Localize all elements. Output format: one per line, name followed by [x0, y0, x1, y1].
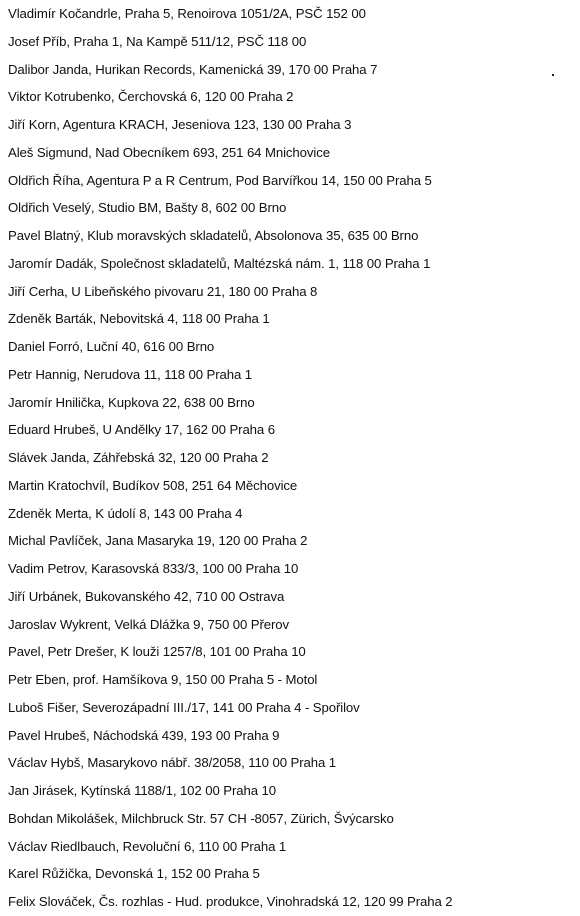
address-entry: Jaromír Hnilička, Kupkova 22, 638 00 Brno	[8, 394, 255, 410]
address-entry: Václav Hybš, Masarykovo nábř. 38/2058, 110 00 Praha 1	[8, 755, 336, 771]
address-entry: Viktor Kotrubenko, Čerchovská 6, 120 00 Praha 2	[8, 89, 294, 105]
scan-speck	[552, 74, 554, 76]
address-entry: Martin Kratochvíl, Budíkov 508, 251 64 Měchovice	[8, 477, 298, 493]
address-entry: Jaroslav Wykrent, Velká Dlážka 9, 750 00 Přerov	[8, 616, 290, 632]
address-entry: Petr Eben, prof. Hamšíkova 9, 150 00 Praha 5 - Motol	[8, 672, 318, 687]
address-entry: Vadim Petrov, Karasovská 833/3, 100 00 Praha 10	[8, 561, 299, 576]
address-entry: Jiří Korn, Agentura KRACH, Jeseniova 123, 130 00 Praha 3	[8, 117, 352, 132]
address-list	[8, 0, 578, 916]
address-entry: Oldřich Říha, Agentura P a R Centrum, Pod Barvířkou 14, 150 00 Praha 5	[8, 172, 432, 188]
address-entry: Felix Slováček, Čs. rozhlas - Hud. produkce, Vinohradská 12, 120 99 Praha 2	[8, 894, 453, 909]
address-entry: Oldřich Veselý, Studio BM, Bašty 8, 602 00 Brno	[8, 200, 287, 216]
address-entry: Petr Hannig, Nerudova 11, 118 00 Praha 1	[8, 366, 253, 382]
address-entry: Bohdan Mikolášek, Milchbruck Str. 57 CH -8057, Zürich, Švýcarsko	[8, 810, 394, 826]
address-entry: Jan Jirásek, Kytínská 1188/1, 102 00 Praha 10	[8, 783, 276, 798]
address-entry: Eduard Hrubeš, U Andělky 17, 162 00 Praha 6	[8, 422, 275, 438]
address-entry: Luboš Fišer, Severozápadní III./17, 141 00 Praha 4 - Spořilov	[8, 699, 360, 715]
address-entry: Vladimír Kočandrle, Praha 5, Renoirova 1051/2A, PSČ 152 00	[8, 6, 366, 21]
address-entry: Karel Růžička, Devonská 1, 152 00 Praha 5	[8, 866, 260, 882]
address-entry: Slávek Janda, Záhřebská 32, 120 00 Praha 2	[8, 450, 269, 465]
address-entry: Zdeněk Merta, K údolí 8, 143 00 Praha 4	[8, 505, 243, 521]
address-entry: Jiří Cerha, U Libeňského pivovaru 21, 180 00 Praha 8	[8, 283, 318, 299]
address-entry: Michal Pavlíček, Jana Masaryka 19, 120 00 Praha 2	[8, 533, 308, 549]
address-entry: Dalibor Janda, Hurikan Records, Kamenická 39, 170 00 Praha 7	[8, 61, 378, 77]
address-entry: Pavel Hrubeš, Náchodská 439, 193 00 Praha 9	[8, 727, 280, 743]
address-entry: Jiří Urbánek, Bukovanského 42, 710 00 Ostrava	[8, 588, 285, 604]
address-entry: Václav Riedlbauch, Revoluční 6, 110 00 Praha 1	[8, 838, 287, 854]
address-entry: Zdeněk Barták, Nebovitská 4, 118 00 Praha 1	[8, 311, 270, 327]
address-entry: Aleš Sigmund, Nad Obecníkem 693, 251 64 Mnichovice	[8, 144, 330, 160]
address-entry: Jaromír Dadák, Společnost skladatelů, Maltézská nám. 1, 118 00 Praha 1	[8, 255, 431, 271]
address-entry: Pavel, Petr Drešer, K louži 1257/8, 101 00 Praha 10	[8, 644, 306, 660]
address-entry: Daniel Forró, Luční 40, 616 00 Brno	[8, 339, 215, 354]
address-entry: Pavel Blatný, Klub moravských skladatelů, Absolonova 35, 635 00 Brno	[8, 228, 419, 243]
address-entry: Josef Příb, Praha 1, Na Kampě 511/12, PSČ 118 00	[8, 33, 307, 49]
